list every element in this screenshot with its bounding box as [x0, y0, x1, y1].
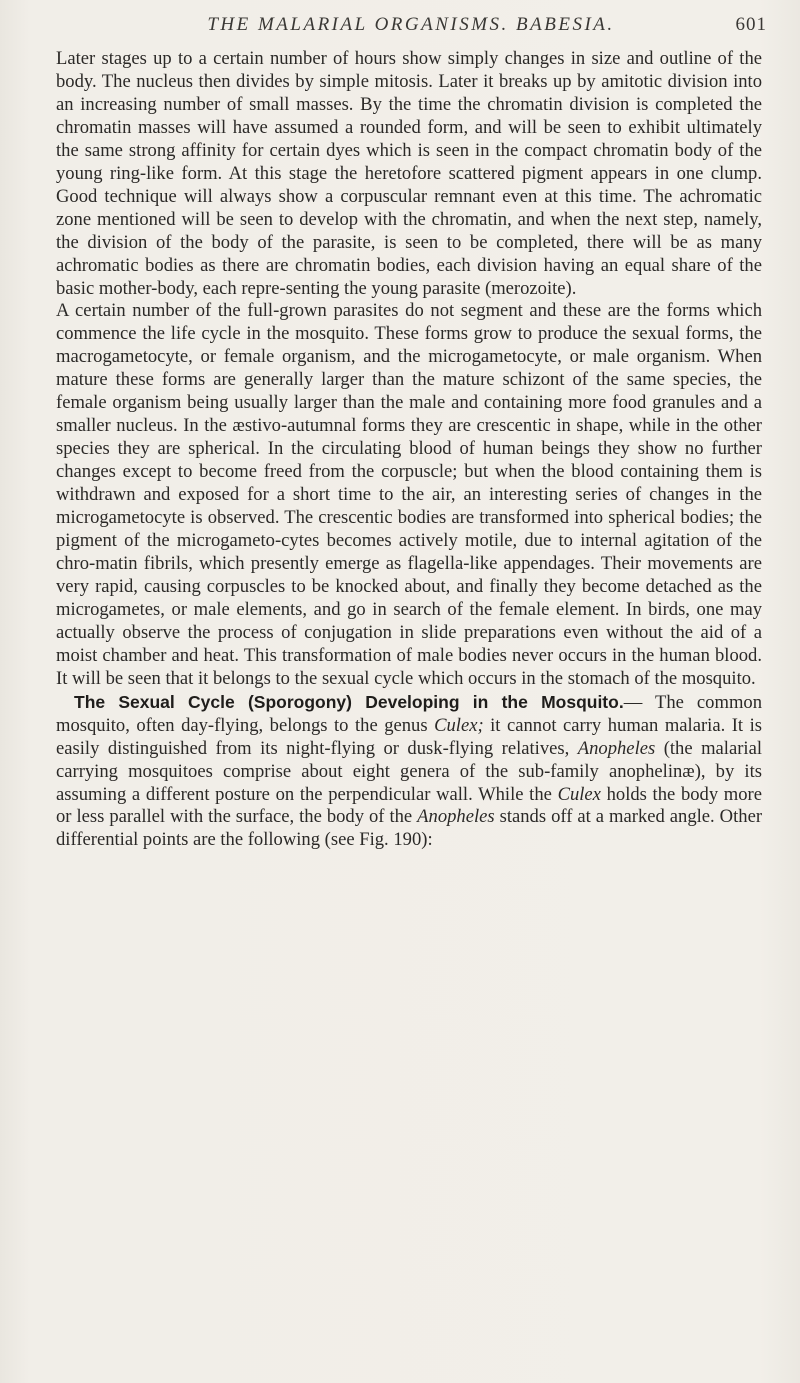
running-head — [55, 14, 767, 44]
section-text-part: — The common mosquito, often day-flying, belongs to the genus — [56, 691, 762, 736]
section-text-part: stands off at a marked angle. Other differential points are the following (see Fig. 190): — [56, 806, 763, 851]
section-text-part: holds the body more or less parallel with the surface, the body of the — [56, 783, 762, 828]
paragraph-sexual-cycle — [56, 691, 762, 853]
section-text-part: (the malarial carrying mosquitoes comprise about eight genera of the sub-family anophelinæ), by its assuming a different posture on the perpendicular wall. While the — [56, 737, 762, 805]
genus-anopheles: Anopheles — [577, 737, 656, 759]
body-text — [56, 48, 762, 852]
page-number: 601 — [735, 14, 767, 35]
running-title: THE MALARIAL ORGANISMS. BABESIA. — [207, 14, 615, 35]
paragraph-later-stages: Later stages up to a certain number of hours show simply changes in size and outline of the body. The nucleus then divides by simple mitosis. Later it breaks up by amitotic division into an increasing number of small masses. By the time the chromatin division is completed the chromatin masses will have assumed a rounded form, and will be seen to exhibit ultimately the same strong affinity for certain dyes which is seen in the compact chromatin body of the young ring-like form. At this stage the heretofore scattered pigment appears in one clump. Good technique will always show a corpuscular remnant even at this time. The achromatic zone mentioned will be seen to develop with the chromatin, and when the next step, namely, the division of the body of the parasite, is seen to be completed, there will be as many achromatic bodies as there are chromatin bodies, each division having an equal share of the basic mother-body, each repre-senting the young parasite (merozoite). — [56, 48, 762, 299]
section-text-part: it cannot carry human malaria. It is easily distinguished from its night-flying or dusk-flying relatives, — [56, 714, 762, 759]
genus-culex: Culex — [557, 783, 601, 805]
paragraph-full-grown-parasites: A certain number of the full-grown parasites do not segment and these are the forms which commence the life cycle in the mosquito. These forms grow to produce the sexual forms, the macrogametocyte, or female organism, and the microgametocyte, or male organism. When mature these forms are generally larger than the mature schizont of the same species, the female organism being usually larger than the male and containing more food granules and a smaller nucleus. In the æstivo-autumnal forms they are crescentic in shape, while in the other species they are spherical. In the circulating blood of human beings they show no further changes except to become freed from the corpuscle; but when the blood containing them is withdrawn and exposed for a short time to the air, an interesting series of changes in the microgametocyte is observed. The crescentic bodies are transformed into spherical bodies; the pigment of the microgameto-cytes becomes actively motile, due to internal agitation of the chro-matin fibrils, which presently emerge as flagella-like appendages. Their movements are very rapid, causing corpuscles to be knocked about, and finally they become detached as the microgametes, or male elements, and go in search of the female element. In birds, one may actually observe the process of conjugation in slide preparations even without the aid of a moist chamber and heat. This transformation of male bodies never occurs in the human blood. It will be seen that it belongs to the sexual cycle which occurs in the stomach of the mosquito. — [56, 300, 762, 689]
genus-culex: Culex; — [434, 714, 484, 736]
section-heading: The Sexual Cycle (Sporogony) Developing in the Mosquito. — [74, 691, 624, 712]
genus-anopheles: Anopheles — [417, 806, 495, 828]
